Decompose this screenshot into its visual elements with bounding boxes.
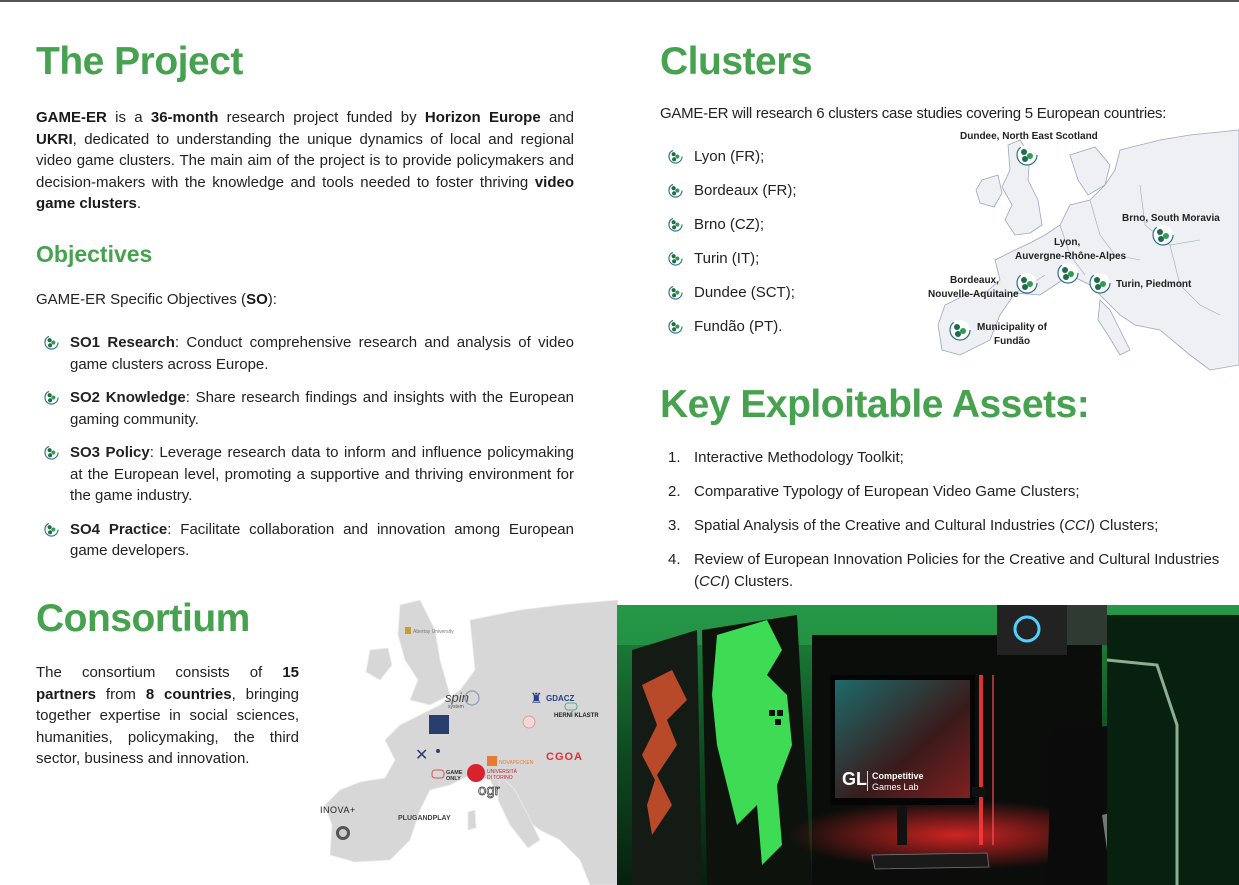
pc-case-2 <box>1067 605 1107 645</box>
logo-unito-2: DI TORINO <box>487 775 513 781</box>
screen-brand-1: Competitive <box>872 771 924 781</box>
cluster-bullet-icon <box>44 390 59 405</box>
pin-bordeaux[interactable] <box>1017 273 1037 293</box>
text-run: 8 countries <box>145 685 232 703</box>
asset-text: Interactive Methodology Toolkit; <box>694 449 904 466</box>
clusters-map <box>920 125 1239 380</box>
objectives-list <box>36 332 574 574</box>
text-run: , dedicated to understanding the unique dynamics of local and regional video game clusters. The main aim of the project is to provide policymakers and decision-makers with the knowledge and tools needed to foster thriving <box>36 130 574 191</box>
objectives-subtitle-bold: SO <box>246 291 268 308</box>
asset-text: Spatial Analysis of the Creative and Cultural Industries ( <box>694 517 1065 534</box>
logo-plug: PLUGANDPLAY <box>398 815 451 822</box>
red-led-strip-2 <box>992 675 994 845</box>
webcam <box>972 787 986 797</box>
gaming-lab-photo <box>617 605 1239 885</box>
map-label-lyon-1: Lyon, <box>1054 237 1081 248</box>
clusters-list <box>660 146 920 350</box>
logo-gdacz: GDACZ <box>546 694 575 703</box>
text-run: UKRI <box>36 130 73 148</box>
text-run: from <box>96 685 146 703</box>
cluster-bullet-icon <box>44 522 59 537</box>
objectives-title: Objectives <box>36 241 153 267</box>
map-label-turin: Turin, Piedmont <box>1116 279 1192 290</box>
logo-herni: HERNÍ KLASTR <box>554 713 599 719</box>
objective-text: : Conduct comprehensive research and analysis of video game clusters across Europe. <box>70 334 574 373</box>
objective-item <box>36 442 574 507</box>
asset-text: CCI <box>699 573 725 590</box>
map-label-bordeaux-1: Bordeaux, <box>950 275 999 286</box>
logo-spin: spin <box>445 690 469 705</box>
cluster-name: Dundee (SCT); <box>694 284 795 301</box>
asset-item <box>660 481 1220 503</box>
cluster-name: Turin (IT); <box>694 250 760 267</box>
objectives-subtitle-post: ): <box>267 291 277 308</box>
objective-label: SO3 Policy <box>70 444 150 461</box>
logo-x-icon: ✕ <box>415 747 429 764</box>
unicorn-square-3 <box>775 719 781 725</box>
screen-logo-divider <box>867 771 868 791</box>
unicorn-square-1 <box>769 710 775 716</box>
red-led-strip <box>979 675 983 845</box>
map-label-brno: Brno, South Moravia <box>1122 213 1220 224</box>
text-run: research project funded by <box>218 109 425 126</box>
map-label-bordeaux-2: Nouvelle-Aquitaine <box>928 289 1019 300</box>
logo-gameonly-2: ONLY <box>446 776 461 782</box>
pin-lyon[interactable] <box>1058 263 1078 283</box>
objective-text: : Share research findings and insights with the European gaming community. <box>70 389 575 428</box>
pc-case <box>997 605 1067 655</box>
project-title: The Project <box>36 40 243 83</box>
cluster-item <box>660 214 920 236</box>
asset-text: Comparative Typology of European Video Game Clusters; <box>694 483 1080 500</box>
text-run: is a <box>106 109 151 126</box>
clusters-title: Clusters <box>660 40 813 83</box>
logo-cgoa: CGOA <box>546 751 583 763</box>
asset-number: 2. <box>668 483 681 500</box>
pin-fundao[interactable] <box>950 320 970 340</box>
cluster-item <box>660 248 920 270</box>
project-intro <box>36 107 574 215</box>
objectives-subtitle <box>36 289 574 311</box>
asset-number: 3. <box>668 517 681 534</box>
asset-text: ) Clusters; <box>1090 517 1159 534</box>
text-run: 15 partners <box>36 664 299 703</box>
asset-text: ) Clusters. <box>724 573 794 590</box>
asset-text: CCI <box>1064 517 1091 534</box>
cluster-bullet-icon <box>668 319 683 334</box>
unito-seal-icon <box>467 764 485 782</box>
screen-logo: GL <box>842 769 867 789</box>
asset-item <box>660 447 1220 469</box>
photo-illustration <box>617 605 1239 885</box>
cluster-item <box>660 180 920 202</box>
asset-item <box>660 549 1220 593</box>
assets-title: Key Exploitable Assets: <box>660 383 1090 426</box>
asset-text: Review of European Innovation Policies for the Creative and Cultural Industries ( <box>694 551 1220 590</box>
abertay-logo-icon <box>405 627 411 634</box>
asset-item <box>660 515 1220 537</box>
logo-inova: INOVA+ <box>320 805 356 815</box>
logo-ogr: ogr <box>478 782 500 799</box>
logo-cnam <box>429 715 449 734</box>
objective-item <box>36 519 574 562</box>
top-border <box>0 0 1239 2</box>
consortium-landmass <box>325 600 618 885</box>
logo-abertay: Abertay University <box>413 629 454 635</box>
text-run: Horizon Europe <box>424 109 541 126</box>
map-label-lyon-2: Auvergne-Rhône-Alpes <box>1015 251 1127 262</box>
cluster-bullet-icon <box>44 335 59 350</box>
cluster-bullet-icon <box>44 445 59 460</box>
cluster-name: Lyon (FR); <box>694 148 765 165</box>
cluster-item <box>660 282 920 304</box>
text-run: and <box>540 109 574 126</box>
text-run: . <box>136 195 142 212</box>
cluster-item <box>660 316 920 338</box>
objective-label: SO4 Practice <box>70 520 168 538</box>
logo-spin-sub: system <box>448 704 464 710</box>
objective-label: SO2 Knowledge <box>70 389 186 406</box>
objective-item <box>36 332 574 375</box>
consortium-map <box>300 600 618 885</box>
fundao-crest-inner <box>339 829 347 837</box>
nova-icon <box>487 756 497 766</box>
gdacz-lion-icon: ♜ <box>530 690 543 706</box>
consortium-title: Consortium <box>36 597 250 640</box>
cluster-bullet-icon <box>668 251 683 266</box>
cluster-name: Brno (CZ); <box>694 216 765 233</box>
europe-landmass <box>938 130 1239 370</box>
next-booth <box>1107 615 1239 885</box>
logo-x-dot <box>436 749 440 753</box>
objective-item <box>36 387 574 430</box>
cluster-bullet-icon <box>668 217 683 232</box>
cluster-name: Fundão (PT). <box>694 318 783 335</box>
unicorn-square-2 <box>777 710 783 716</box>
objectives-subtitle-pre: GAME-ER Specific Objectives ( <box>36 291 247 308</box>
cluster-bullet-icon <box>668 285 683 300</box>
objective-label: SO1 Research <box>70 334 175 351</box>
cluster-bullet-icon <box>668 149 683 164</box>
logo-gameonly-1: GAME <box>446 770 463 776</box>
clusters-intro: GAME-ER will research 6 clusters case studies covering 5 European countries: <box>660 105 1167 122</box>
objective-text: : Leverage research data to inform and influence policymaking at the European level, promoting a supportive and thriving environment for the game industry. <box>70 444 574 504</box>
map-label-fundao-2: Fundão <box>994 336 1031 347</box>
asset-number: 4. <box>668 551 681 568</box>
monitor-stand <box>897 805 907 845</box>
cluster-bullet-icon <box>668 183 683 198</box>
cluster-item <box>660 146 920 168</box>
pin-dundee[interactable] <box>1017 145 1037 165</box>
keyboard <box>872 853 989 869</box>
text-run: , bringing together expertise in social sciences, humanities, policymaking, the third sector, business and innovation. <box>36 685 299 767</box>
pin-turin[interactable] <box>1090 273 1110 293</box>
map-label-fundao-1: Municipality of <box>977 322 1047 333</box>
objective-text: : Facilitate collaboration and innovation among European game developers. <box>70 520 574 559</box>
screen-brand-2: Games Lab <box>872 782 919 792</box>
logo-unito-1: UNIVERSITÀ <box>487 769 518 775</box>
pin-brno[interactable] <box>1153 225 1173 245</box>
logo-nova: NOVAPECKEN <box>499 760 534 766</box>
masaryk-seal-icon <box>523 716 535 728</box>
cluster-name: Bordeaux (FR); <box>694 182 797 199</box>
assets-list <box>660 447 1220 605</box>
map-label-dundee: Dundee, North East Scotland <box>960 131 1098 142</box>
asset-number: 1. <box>668 449 681 466</box>
text-run: The consortium consists of <box>36 664 283 681</box>
text-run: 36-month <box>150 109 219 126</box>
consortium-text <box>36 662 299 770</box>
text-run: GAME-ER <box>36 109 107 126</box>
text-run: video game clusters <box>36 173 574 212</box>
